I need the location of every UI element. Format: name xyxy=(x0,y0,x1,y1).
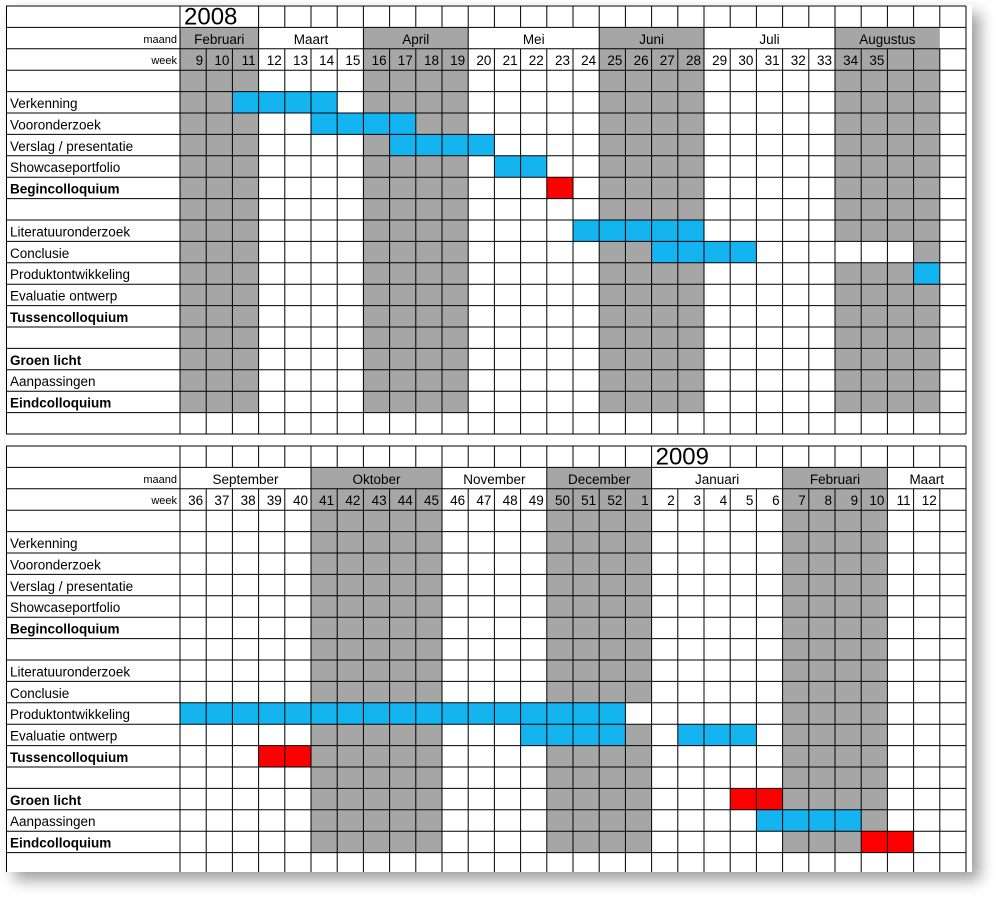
week-label: 41 xyxy=(319,493,335,509)
week-label: 20 xyxy=(476,53,492,69)
week-label: 13 xyxy=(292,53,308,69)
week-label: 12 xyxy=(921,493,937,509)
week-label: 21 xyxy=(502,53,518,69)
week-label: 29 xyxy=(712,53,728,69)
row-label: Vooronderzoek xyxy=(10,117,101,133)
week-label: 10 xyxy=(214,53,230,69)
month-label: April xyxy=(402,31,430,47)
week-label: 16 xyxy=(371,53,387,69)
week-label: 11 xyxy=(241,53,256,69)
week-label: 10 xyxy=(869,493,885,509)
week-label: 14 xyxy=(319,53,335,69)
row-label: Verkenning xyxy=(10,536,78,551)
week-label: 33 xyxy=(816,53,832,69)
gap-cell-2009-1 xyxy=(625,703,651,724)
week-label: 9 xyxy=(195,53,204,69)
row-label: Aanpassingen xyxy=(10,374,96,390)
week-label: 19 xyxy=(450,53,466,69)
week-label: 3 xyxy=(693,493,701,509)
week-label: 48 xyxy=(502,493,518,509)
task-bar-2008-8 xyxy=(914,263,940,284)
month-label: Mei xyxy=(522,31,545,47)
week-label: 43 xyxy=(371,493,387,509)
row-label: Literatuuronderzoek xyxy=(10,664,131,680)
row-label: Begincolloquium xyxy=(10,181,120,197)
week-label: 28 xyxy=(685,53,701,69)
month-label: December xyxy=(568,471,631,487)
month-label: Oktober xyxy=(352,471,401,487)
week-label: 22 xyxy=(528,53,544,69)
week-label: 42 xyxy=(345,493,361,509)
month-label: Februari xyxy=(194,31,245,47)
row-label: Begincolloquium xyxy=(10,621,120,637)
week-label: 38 xyxy=(240,493,256,509)
row-label: Vooronderzoek xyxy=(10,557,101,573)
week-label: 23 xyxy=(554,53,570,69)
row-label: Eindcolloquium xyxy=(10,835,112,851)
row-label: Verslag / presentatie xyxy=(10,578,134,594)
week-label: 6 xyxy=(772,493,780,509)
year-label: 2008 xyxy=(184,5,238,31)
week-label: 35 xyxy=(869,53,885,69)
task-bar-2009-3 xyxy=(678,724,757,745)
month-label: Januari xyxy=(694,471,740,487)
week-label: 46 xyxy=(450,493,466,509)
chart-frame xyxy=(6,5,972,872)
row-label: Tussencolloquium xyxy=(10,310,129,325)
row-label: Showcaseportfolio xyxy=(10,160,121,176)
gantt-chart xyxy=(6,5,972,872)
row-label: Verkenning xyxy=(10,96,78,111)
gap-cell-2008-7 xyxy=(835,241,914,262)
week-label: 4 xyxy=(719,493,728,509)
week-label: 50 xyxy=(554,493,570,509)
year-label: 2009 xyxy=(655,443,709,471)
row-label: Produktontwikkeling xyxy=(10,707,131,723)
week-label: 30 xyxy=(738,53,754,69)
row-label: Verslag / presentatie xyxy=(10,138,134,154)
month-label: Juni xyxy=(639,31,664,47)
week-label: 44 xyxy=(397,493,413,509)
row-label: Literatuuronderzoek xyxy=(10,224,131,240)
week-label: 18 xyxy=(423,53,439,69)
row-label: Eindcolloquium xyxy=(10,395,112,411)
week-label: 26 xyxy=(633,53,649,69)
month-label: Maart xyxy=(293,31,329,47)
row-label: Conclusie xyxy=(10,245,70,261)
row-label: Produktontwikkeling xyxy=(10,267,131,283)
week-label: 40 xyxy=(292,493,308,509)
week-label: 25 xyxy=(607,53,623,69)
task-bar-2009-0 xyxy=(180,703,625,724)
month-header-label: maand xyxy=(143,33,177,46)
month-label: Juli xyxy=(759,31,780,47)
month-label: Maart xyxy=(909,471,944,487)
week-label: 52 xyxy=(607,493,623,509)
week-label: 37 xyxy=(214,493,230,509)
week-label: 5 xyxy=(745,493,754,509)
week-label: 9 xyxy=(850,493,859,509)
row-label: Evaluatie ontwerp xyxy=(10,728,118,744)
week-label: 12 xyxy=(266,53,282,69)
week-label: 27 xyxy=(659,53,675,69)
week-header-label: week xyxy=(151,55,177,68)
week-label: 47 xyxy=(476,493,492,509)
week-label: 45 xyxy=(423,493,439,509)
week-label: 8 xyxy=(824,493,832,509)
month-header-label: maand xyxy=(143,473,177,486)
row-label: Tussencolloquium xyxy=(10,750,129,765)
week-label: 17 xyxy=(397,53,413,69)
month-label: Februari xyxy=(809,471,861,487)
week-label: 15 xyxy=(345,53,361,69)
week-label: 24 xyxy=(581,53,597,69)
milestone-bar-2008-4 xyxy=(547,177,573,198)
week-label: 34 xyxy=(843,53,859,69)
month-label: Augustus xyxy=(859,31,916,47)
row-label: Showcaseportfolio xyxy=(10,600,121,616)
week-label: 32 xyxy=(790,53,806,69)
week-label: 1 xyxy=(641,493,649,509)
month-label: November xyxy=(463,471,526,487)
week-label: 51 xyxy=(581,493,597,509)
row-label: Groen licht xyxy=(10,792,82,808)
week-label: 49 xyxy=(528,493,544,509)
week-label: 7 xyxy=(798,493,806,509)
week-label: 36 xyxy=(188,493,204,509)
week-label: 2 xyxy=(667,493,675,509)
week-label: 39 xyxy=(266,493,282,509)
row-label: Conclusie xyxy=(10,685,70,701)
task-bar-2008-5 xyxy=(573,220,704,241)
row-label: Groen licht xyxy=(10,352,82,368)
week-label: 31 xyxy=(764,53,780,69)
week-header-label: week xyxy=(151,495,177,508)
month-label: September xyxy=(212,471,279,487)
row-label: Evaluatie ontwerp xyxy=(10,288,118,304)
week-label: 11 xyxy=(896,493,911,509)
row-label: Aanpassingen xyxy=(10,814,96,830)
